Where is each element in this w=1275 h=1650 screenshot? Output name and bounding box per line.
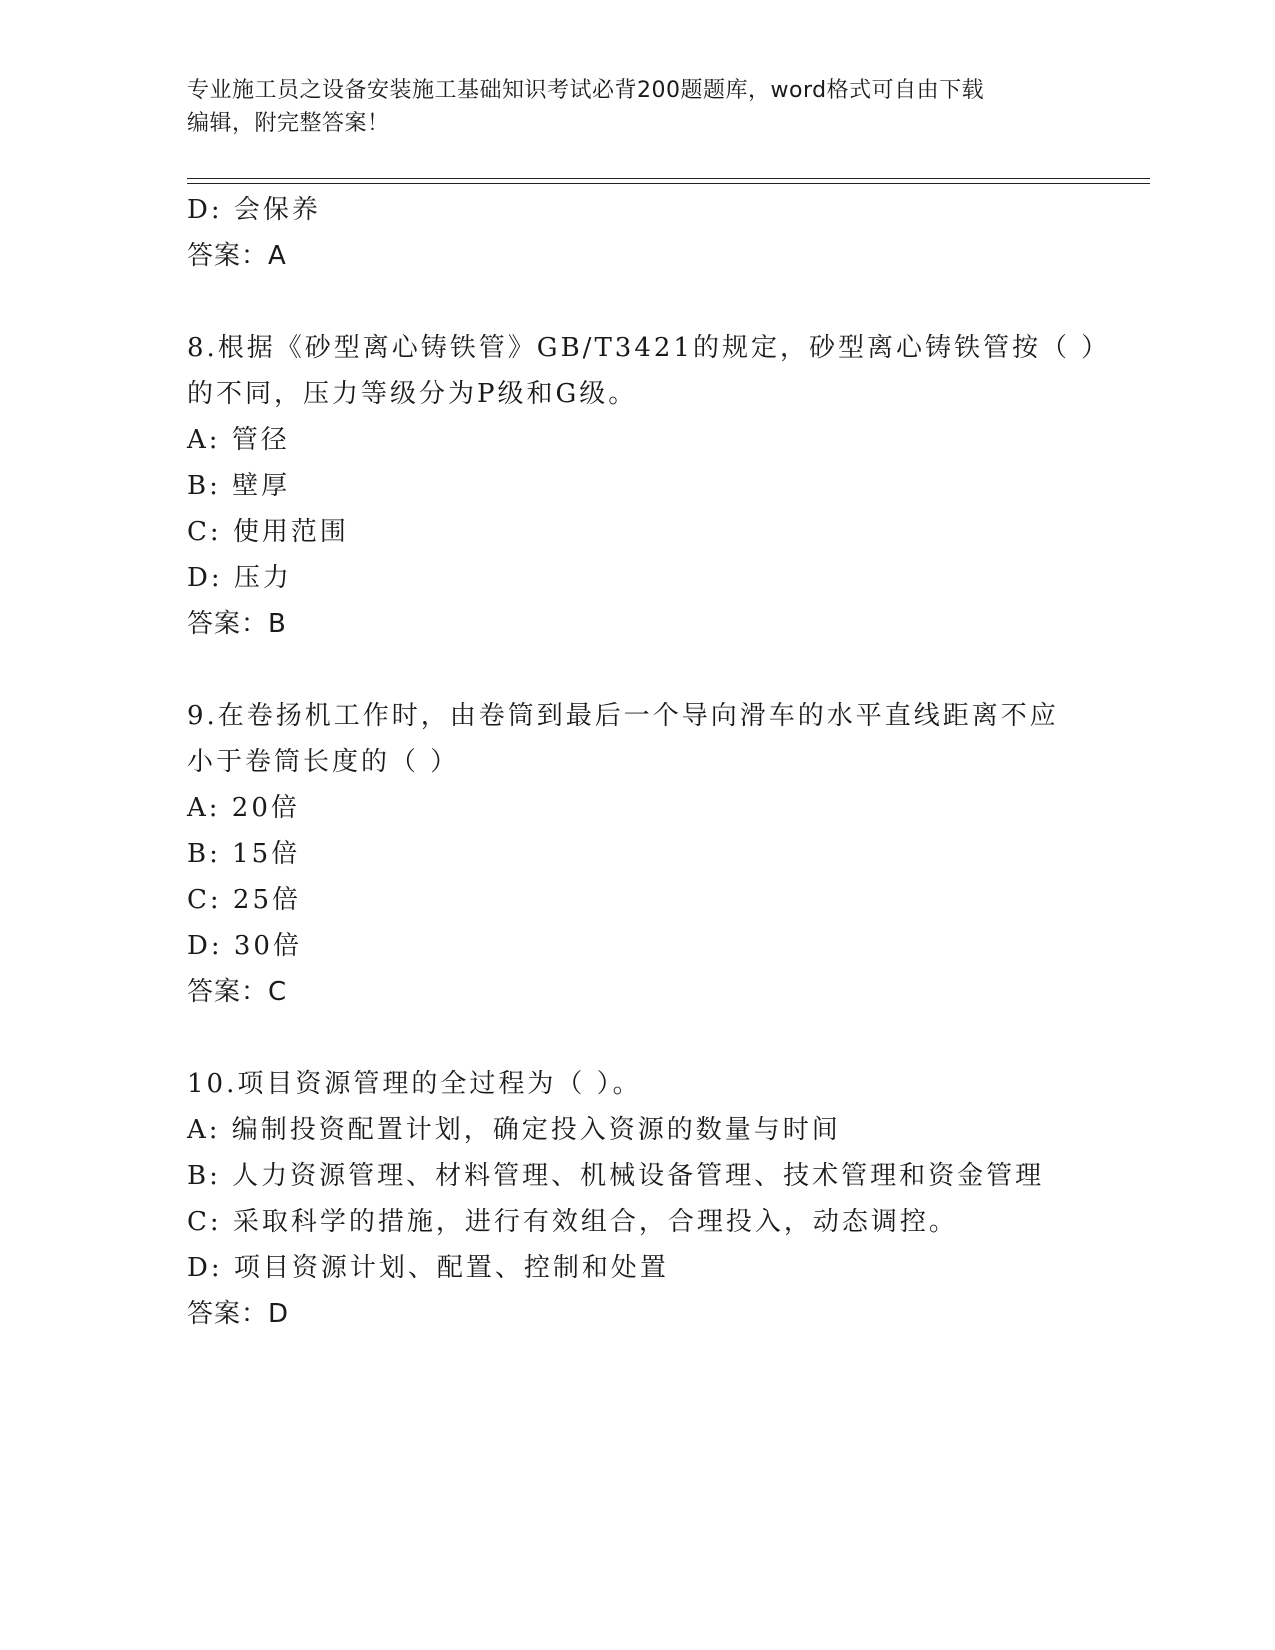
question-stem: 10.项目资源管理的全过程为（ ）。: [187, 1069, 642, 1099]
question-stem-continued: 的不同，压力等级分为P级和G级。: [187, 379, 638, 409]
option-d: D: 30倍: [187, 931, 302, 961]
question-9: [187, 693, 1087, 1015]
question-stem-continued: 小于卷筒长度的（ ）: [187, 747, 460, 777]
option-d: D: 会保养: [187, 195, 321, 225]
question-8: [187, 325, 1111, 647]
question-stem: 9.在卷扬机工作时，由卷筒到最后一个导向滑车的水平直线距离不应: [187, 701, 1059, 731]
question-stem: 8.根据《砂型离心铸铁管》GB/T3421的规定，砂型离心铸铁管按（ ）: [187, 333, 1111, 363]
spacer: [187, 279, 1087, 325]
answer-label: 答案：C: [187, 977, 288, 1007]
option-d: D: 压力: [187, 563, 292, 593]
answer-label: 答案：A: [187, 241, 287, 271]
answer-label: 答案：D: [187, 1299, 290, 1329]
document-header: [187, 74, 1067, 140]
question-10: [187, 1061, 1087, 1337]
header-title-line-2: 编辑，附完整答案！: [187, 111, 390, 136]
question-list: [187, 187, 1111, 1337]
option-b: B: 人力资源管理、材料管理、机械设备管理、技术管理和资金管理: [187, 1161, 1045, 1191]
option-d: D: 项目资源计划、配置、控制和处置: [187, 1253, 669, 1283]
option-a: A: 管径: [187, 425, 290, 455]
option-a: A: 20倍: [187, 793, 300, 823]
option-b: B: 壁厚: [187, 471, 291, 501]
option-b: B: 15倍: [187, 839, 301, 869]
header-divider-bottom: [187, 183, 1150, 184]
answer-label: 答案：B: [187, 609, 287, 639]
option-a: A: 编制投资配置计划，确定投入资源的数量与时间: [187, 1115, 841, 1145]
spacer: [187, 1015, 1087, 1061]
spacer: [187, 647, 1087, 693]
option-c: C: 使用范围: [187, 517, 349, 547]
header-title-line-1: 专业施工员之设备安装施工基础知识考试必背200题题库，word格式可自由下载: [187, 78, 985, 103]
header-divider-top: [187, 178, 1150, 179]
option-c: C: 采取科学的措施，进行有效组合，合理投入，动态调控。: [187, 1207, 958, 1237]
option-c: C: 25倍: [187, 885, 302, 915]
